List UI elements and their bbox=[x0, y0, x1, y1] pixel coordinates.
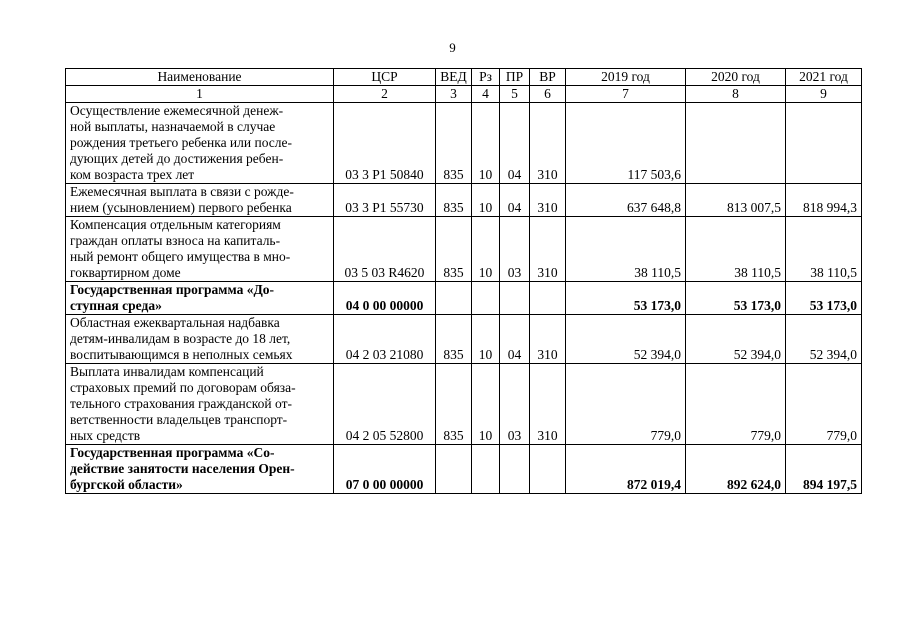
column-number-cell: 5 bbox=[500, 86, 530, 103]
amount-2020-cell: 779,0 bbox=[686, 364, 786, 445]
amount-2021-cell: 818 994,3 bbox=[786, 184, 862, 217]
table-row bbox=[66, 315, 862, 364]
amount-2020-cell: 813 007,5 bbox=[686, 184, 786, 217]
name-cell bbox=[66, 282, 334, 315]
ved-cell: 835 bbox=[436, 217, 472, 282]
csr-cell: 04 2 05 52800 bbox=[334, 364, 436, 445]
amount-2020-cell: 53 173,0 bbox=[686, 282, 786, 315]
column-number-cell: 7 bbox=[566, 86, 686, 103]
vr-cell: 310 bbox=[530, 184, 566, 217]
amount-2019-cell: 637 648,8 bbox=[566, 184, 686, 217]
header-cell: Рз bbox=[472, 69, 500, 86]
pr-cell bbox=[500, 445, 530, 494]
name-line: нием (усыновлением) первого ребенка bbox=[70, 200, 292, 215]
ved-cell: 835 bbox=[436, 184, 472, 217]
amount-2021-cell: 53 173,0 bbox=[786, 282, 862, 315]
name-cell bbox=[66, 445, 334, 494]
csr-cell: 04 0 00 00000 bbox=[334, 282, 436, 315]
vr-cell: 310 bbox=[530, 315, 566, 364]
name-line: Осуществление ежемесячной денеж- bbox=[70, 103, 284, 118]
name-line: страховых премий по договорам обяза- bbox=[70, 380, 296, 395]
name-line: гоквартирном доме bbox=[70, 265, 181, 280]
column-number-cell: 6 bbox=[530, 86, 566, 103]
rz-cell: 10 bbox=[472, 103, 500, 184]
pr-cell: 03 bbox=[500, 217, 530, 282]
amount-2020-cell bbox=[686, 103, 786, 184]
amount-2020-cell: 38 110,5 bbox=[686, 217, 786, 282]
table-row bbox=[66, 103, 862, 184]
name-line: детям-инвалидам в возрасте до 18 лет, bbox=[70, 331, 291, 346]
page-number: 9 bbox=[449, 40, 456, 55]
column-number-row bbox=[66, 86, 862, 103]
name-line: Государственная программа «До- bbox=[70, 282, 274, 297]
column-number-cell: 1 bbox=[66, 86, 334, 103]
ved-cell bbox=[436, 445, 472, 494]
rz-cell: 10 bbox=[472, 364, 500, 445]
name-line: граждан оплаты взноса на капиталь- bbox=[70, 233, 281, 248]
name-line: ступная среда» bbox=[70, 298, 162, 313]
name-line: ком возраста трех лет bbox=[70, 167, 195, 182]
vr-cell bbox=[530, 282, 566, 315]
name-line: дующих детей до достижения ребен- bbox=[70, 151, 284, 166]
rz-cell bbox=[472, 445, 500, 494]
amount-2019-cell: 53 173,0 bbox=[566, 282, 686, 315]
name-line: Выплата инвалидам компенсаций bbox=[70, 364, 264, 379]
ved-cell: 835 bbox=[436, 364, 472, 445]
name-line: Компенсация отдельным категориям bbox=[70, 217, 281, 232]
csr-cell: 04 2 03 21080 bbox=[334, 315, 436, 364]
amount-2021-cell: 894 197,5 bbox=[786, 445, 862, 494]
budget-table bbox=[65, 68, 862, 494]
header-cell: 2020 год bbox=[686, 69, 786, 86]
csr-cell: 03 3 P1 55730 bbox=[334, 184, 436, 217]
amount-2019-cell: 117 503,6 bbox=[566, 103, 686, 184]
name-line: ных средств bbox=[70, 428, 141, 443]
name-line: Областная ежеквартальная надбавка bbox=[70, 315, 280, 330]
name-cell bbox=[66, 184, 334, 217]
table-row bbox=[66, 184, 862, 217]
csr-cell: 03 5 03 R4620 bbox=[334, 217, 436, 282]
amount-2021-cell: 779,0 bbox=[786, 364, 862, 445]
program-total-row bbox=[66, 282, 862, 315]
column-number-cell: 4 bbox=[472, 86, 500, 103]
name-cell bbox=[66, 364, 334, 445]
ved-cell: 835 bbox=[436, 315, 472, 364]
vr-cell: 310 bbox=[530, 103, 566, 184]
amount-2020-cell: 892 624,0 bbox=[686, 445, 786, 494]
rz-cell bbox=[472, 282, 500, 315]
pr-cell bbox=[500, 282, 530, 315]
name-line: тельного страхования гражданской от- bbox=[70, 396, 292, 411]
rz-cell: 10 bbox=[472, 184, 500, 217]
name-line: воспитывающимся в неполных семьях bbox=[70, 347, 293, 362]
header-cell: 2019 год bbox=[566, 69, 686, 86]
amount-2021-cell: 52 394,0 bbox=[786, 315, 862, 364]
table-row bbox=[66, 364, 862, 445]
name-cell bbox=[66, 103, 334, 184]
header-cell: ПР bbox=[500, 69, 530, 86]
amount-2021-cell: 38 110,5 bbox=[786, 217, 862, 282]
amount-2019-cell: 52 394,0 bbox=[566, 315, 686, 364]
column-number-cell: 9 bbox=[786, 86, 862, 103]
name-line: ной выплаты, назначаемой в случае bbox=[70, 119, 276, 134]
header-cell: ЦСР bbox=[334, 69, 436, 86]
column-number-cell: 3 bbox=[436, 86, 472, 103]
name-line: ветственности владельцев транспорт- bbox=[70, 412, 288, 427]
name-line: Государственная программа «Со- bbox=[70, 445, 275, 460]
ved-cell bbox=[436, 282, 472, 315]
header-cell: Наименование bbox=[66, 69, 334, 86]
vr-cell bbox=[530, 445, 566, 494]
header-row bbox=[66, 69, 862, 86]
amount-2020-cell: 52 394,0 bbox=[686, 315, 786, 364]
header-cell: ВР bbox=[530, 69, 566, 86]
program-total-row bbox=[66, 445, 862, 494]
amount-2019-cell: 872 019,4 bbox=[566, 445, 686, 494]
csr-cell: 07 0 00 00000 bbox=[334, 445, 436, 494]
pr-cell: 04 bbox=[500, 103, 530, 184]
column-number-cell: 8 bbox=[686, 86, 786, 103]
name-line: бургской области» bbox=[70, 477, 183, 492]
table-row bbox=[66, 217, 862, 282]
rz-cell: 10 bbox=[472, 217, 500, 282]
header-cell: 2021 год bbox=[786, 69, 862, 86]
amount-2019-cell: 38 110,5 bbox=[566, 217, 686, 282]
csr-cell: 03 3 P1 50840 bbox=[334, 103, 436, 184]
pr-cell: 03 bbox=[500, 364, 530, 445]
rz-cell: 10 bbox=[472, 315, 500, 364]
name-cell bbox=[66, 217, 334, 282]
name-line: рождения третьего ребенка или после- bbox=[70, 135, 293, 150]
vr-cell: 310 bbox=[530, 364, 566, 445]
pr-cell: 04 bbox=[500, 184, 530, 217]
name-cell bbox=[66, 315, 334, 364]
ved-cell: 835 bbox=[436, 103, 472, 184]
amount-2019-cell: 779,0 bbox=[566, 364, 686, 445]
name-line: ный ремонт общего имущества в мно- bbox=[70, 249, 291, 264]
pr-cell: 04 bbox=[500, 315, 530, 364]
name-line: Ежемесячная выплата в связи с рожде- bbox=[70, 184, 294, 199]
vr-cell: 310 bbox=[530, 217, 566, 282]
column-number-cell: 2 bbox=[334, 86, 436, 103]
header-cell: ВЕД bbox=[436, 69, 472, 86]
name-line: действие занятости населения Орен- bbox=[70, 461, 295, 476]
amount-2021-cell bbox=[786, 103, 862, 184]
